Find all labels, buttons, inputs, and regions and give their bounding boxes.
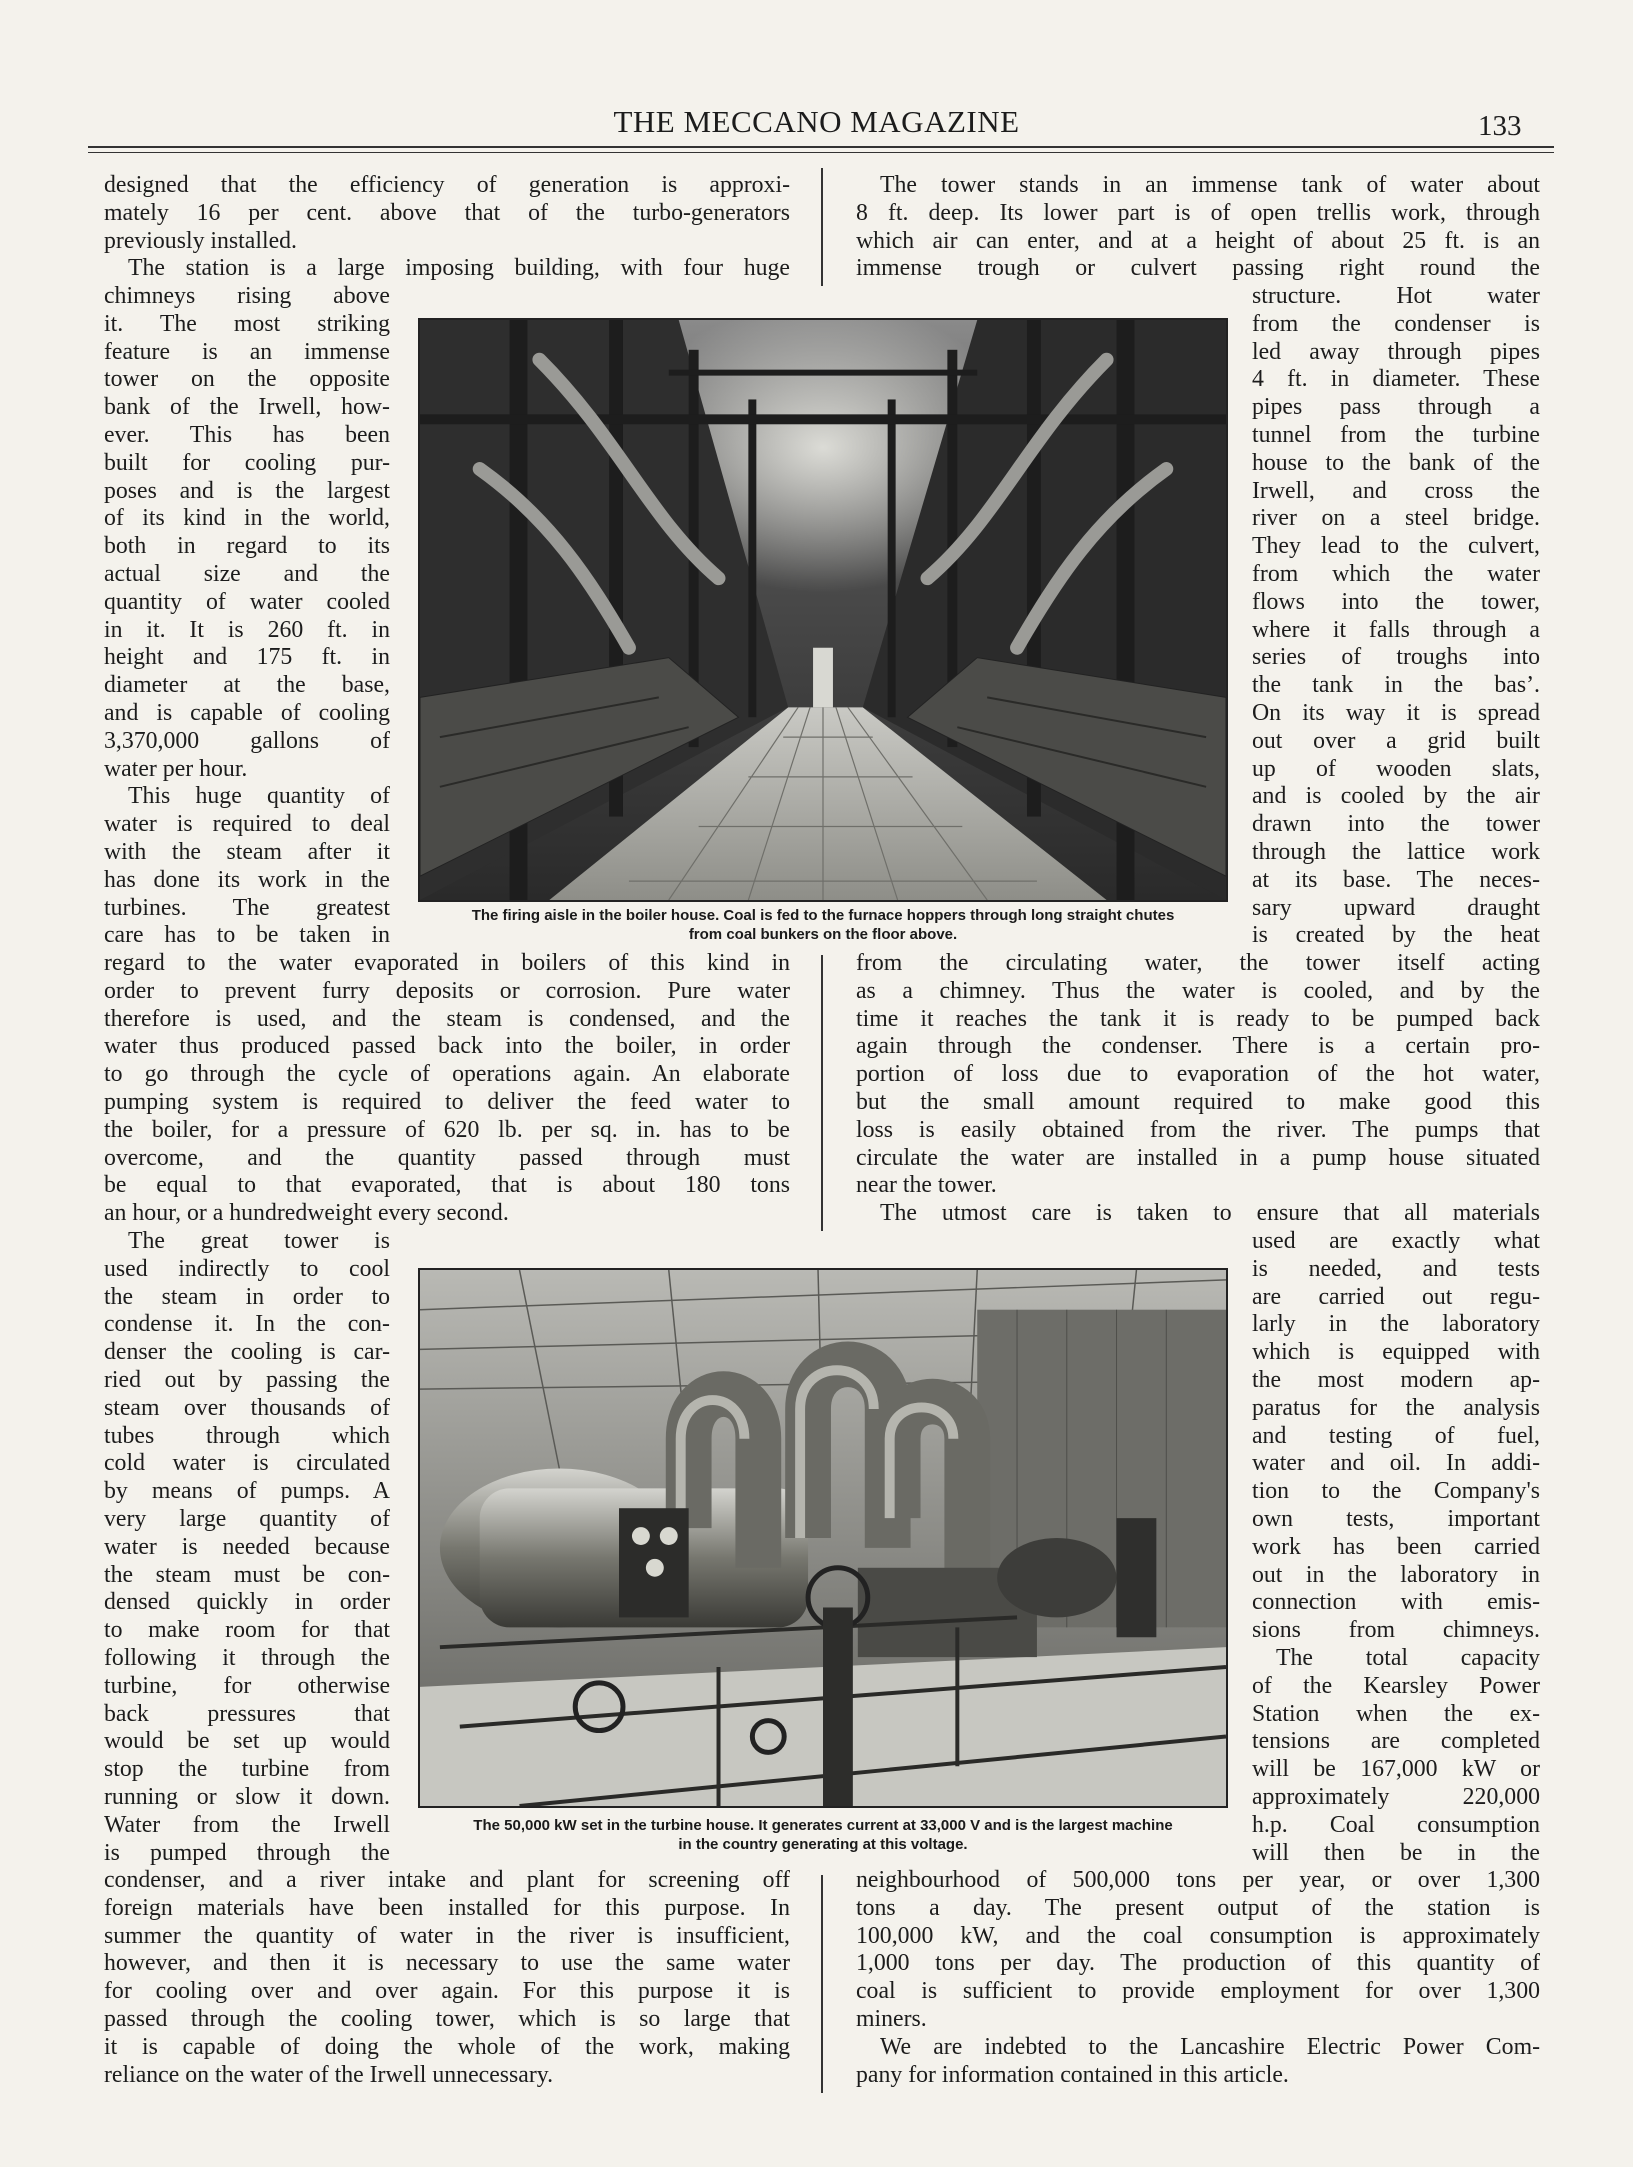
text-line: would be set up would bbox=[104, 1728, 390, 1755]
text-line: care has to be taken in bbox=[104, 922, 390, 949]
text-line: up of wooden slats, bbox=[1252, 755, 1540, 782]
left-top-text bbox=[104, 172, 790, 283]
text-line: water per hour. bbox=[104, 755, 248, 782]
text-line: passed through the cooling tower, which is so large that bbox=[104, 2005, 790, 2032]
text-line: The utmost care is taken to ensure that all materials bbox=[880, 1200, 1540, 1227]
text-line: out in the laboratory in bbox=[1252, 1561, 1540, 1588]
turbine-house-caption bbox=[400, 1816, 1246, 1854]
text-line: near the tower. bbox=[856, 1172, 997, 1199]
text-line: and is capable of cooling bbox=[104, 699, 390, 726]
text-line: poses and is the largest bbox=[104, 477, 390, 504]
text-line: condense it. In the con- bbox=[104, 1311, 390, 1338]
text-line: foreign materials have been installed for this purpose. In bbox=[104, 1894, 790, 1921]
text-line: 1,000 tons per day. The production of this quantity of bbox=[856, 1950, 1540, 1977]
text-line: however, and then it is necessary to use the same water bbox=[104, 1950, 790, 1977]
text-line: running or slow it down. bbox=[104, 1783, 390, 1810]
text-line: both in regard to its bbox=[104, 533, 390, 560]
text-line: immense trough or culvert passing right round the bbox=[856, 255, 1540, 282]
caption-line: in the country generating at this voltage. bbox=[678, 1836, 968, 1853]
text-line: chimneys rising above bbox=[104, 283, 390, 309]
text-line: connection with emis- bbox=[1252, 1589, 1540, 1616]
text-line: order to prevent furry deposits or corrosion. Pure water bbox=[104, 977, 790, 1004]
text-line: quantity of water cooled bbox=[104, 588, 390, 615]
text-line: regard to the water evaporated in boilers of this kind in bbox=[104, 950, 790, 976]
text-line: used indirectly to cool bbox=[104, 1255, 390, 1282]
text-line: denser the cooling is car- bbox=[104, 1339, 390, 1366]
text-line: own tests, important bbox=[1252, 1505, 1540, 1532]
text-line: 4 ft. in diameter. These bbox=[1252, 366, 1540, 393]
text-line: the boiler, for a pressure of 620 lb. per sq. in. has to be bbox=[104, 1116, 790, 1143]
text-line: turbines. The greatest bbox=[104, 894, 390, 921]
text-line: condenser, and a river intake and plant for screening off bbox=[104, 1867, 790, 1893]
text-line: densed quickly in order bbox=[104, 1589, 390, 1616]
text-line: from the condenser is bbox=[1252, 310, 1540, 337]
text-line: turbine, for otherwise bbox=[104, 1672, 390, 1699]
text-line: are carried out regu- bbox=[1252, 1283, 1540, 1310]
text-line: previously installed. bbox=[104, 227, 297, 254]
left-wrap-text-1 bbox=[104, 283, 390, 950]
text-line: On its way it is spread bbox=[1252, 699, 1540, 726]
text-line: The tower stands in an immense tank of water about bbox=[880, 172, 1540, 198]
text-line: river on a steel bridge. bbox=[1252, 505, 1540, 532]
caption-line: from coal bunkers on the floor above. bbox=[688, 926, 958, 943]
text-line: actual size and the bbox=[104, 560, 390, 587]
text-line: sions from chimneys. bbox=[1252, 1617, 1540, 1644]
text-line: work has been carried bbox=[1252, 1533, 1540, 1560]
text-line: the steam must be con- bbox=[104, 1561, 390, 1588]
text-line: We are indebted to the Lancashire Electric Power Com- bbox=[880, 2033, 1540, 2060]
column-divider-middle bbox=[821, 955, 823, 1231]
text-line: circulate the water are installed in a pump house situated bbox=[856, 1144, 1540, 1171]
text-line: They lead to the culvert, bbox=[1252, 533, 1540, 560]
text-line: it. The most striking bbox=[104, 310, 390, 337]
text-line: to make room for that bbox=[104, 1617, 390, 1644]
text-line: 3,370,000 gallons of bbox=[104, 727, 390, 754]
text-line: series of troughs into bbox=[1252, 644, 1540, 671]
text-line: h.p. Coal consumption bbox=[1252, 1811, 1540, 1838]
text-line: paratus for the analysis bbox=[1252, 1394, 1540, 1421]
text-line: tons a day. The present output of the station is bbox=[856, 1894, 1540, 1921]
text-line: will be 167,000 kW or bbox=[1252, 1756, 1540, 1783]
text-line: which air can enter, and at a height of about 25 ft. is an bbox=[856, 227, 1540, 254]
text-line: where it falls through a bbox=[1252, 616, 1540, 643]
text-line: from which the water bbox=[1252, 560, 1540, 587]
magazine-title: THE MECCANO MAGAZINE bbox=[613, 104, 1020, 139]
text-line: drawn into the tower bbox=[1252, 811, 1540, 838]
caption-line: The 50,000 kW set in the turbine house. It generates current at 33,000 V and is the largest machine bbox=[473, 1817, 1173, 1834]
text-line: tubes through which bbox=[104, 1422, 390, 1449]
text-line: is pumped through the bbox=[104, 1839, 390, 1866]
left-wrap-text-2 bbox=[104, 1228, 390, 1867]
text-line: it is capable of doing the whole of the work, making bbox=[104, 2033, 790, 2060]
caption-line: The firing aisle in the boiler house. Coal is fed to the furnace hoppers through long straight chutes bbox=[471, 907, 1175, 924]
text-line: the tank in the basʼ. bbox=[1252, 672, 1540, 699]
left-bottom-text bbox=[104, 1867, 790, 2089]
text-line: The station is a large imposing building, with four huge bbox=[128, 255, 790, 282]
text-line: stop the turbine from bbox=[104, 1756, 390, 1783]
text-line: of the Kearsley Power bbox=[1252, 1672, 1540, 1699]
text-line: larly in the laboratory bbox=[1252, 1311, 1540, 1338]
text-line: The total capacity bbox=[1276, 1644, 1540, 1671]
text-line: is created by the heat bbox=[1252, 922, 1540, 949]
column-divider-top bbox=[821, 168, 823, 286]
text-line: again through the condenser. There is a certain pro- bbox=[856, 1033, 1540, 1060]
text-line: reliance on the water of the Irwell unnecessary. bbox=[104, 2061, 554, 2088]
column-divider-bottom bbox=[821, 1875, 823, 2093]
text-line: has done its work in the bbox=[104, 866, 390, 893]
text-line: portion of loss due to evaporation of the hot water, bbox=[856, 1061, 1540, 1088]
text-line: approximately 220,000 bbox=[1252, 1783, 1540, 1810]
text-line: led away through pipes bbox=[1252, 338, 1540, 365]
boiler-house-caption bbox=[400, 906, 1246, 944]
text-line: pumping system is required to deliver the feed water to bbox=[104, 1088, 790, 1115]
text-line: very large quantity of bbox=[104, 1505, 390, 1532]
text-line: Irwell, and cross the bbox=[1252, 477, 1540, 504]
text-line: following it through the bbox=[104, 1644, 390, 1671]
text-line: built for cooling pur- bbox=[104, 449, 390, 476]
text-line: 8 ft. deep. Its lower part is of open trellis work, through bbox=[856, 199, 1540, 226]
text-line: used are exactly what bbox=[1252, 1228, 1540, 1254]
text-line: The great tower is bbox=[128, 1228, 390, 1254]
text-line: as a chimney. Thus the water is cooled, and by the bbox=[856, 977, 1540, 1004]
text-line: sary upward draught bbox=[1252, 894, 1540, 921]
text-line: water is required to deal bbox=[104, 811, 390, 838]
text-line: 100,000 kW, and the coal consumption is approximately bbox=[856, 1922, 1540, 1949]
right-wrap-text-2 bbox=[1252, 1228, 1540, 1867]
text-line: the most modern ap- bbox=[1252, 1366, 1540, 1393]
text-line: an hour, or a hundredweight every second. bbox=[104, 1200, 509, 1227]
text-line: loss is easily obtained from the river. The pumps that bbox=[856, 1116, 1540, 1143]
text-line: diameter at the base, bbox=[104, 672, 390, 699]
text-line: pany for information contained in this article. bbox=[856, 2061, 1289, 2088]
text-line: tunnel from the turbine bbox=[1252, 421, 1540, 448]
text-line: back pressures that bbox=[104, 1700, 390, 1727]
right-wrap-text-1 bbox=[1252, 283, 1540, 950]
text-line: coal is sufficient to provide employment for over 1,300 bbox=[856, 1978, 1540, 2005]
text-line: house to the bank of the bbox=[1252, 449, 1540, 476]
text-line: tion to the Company's bbox=[1252, 1478, 1540, 1505]
text-line: of its kind in the world, bbox=[104, 505, 390, 532]
text-line: flows into the tower, bbox=[1252, 588, 1540, 615]
text-line: water thus produced passed back into the boiler, in order bbox=[104, 1033, 790, 1060]
text-line: tower on the opposite bbox=[104, 366, 390, 393]
text-line: ever. This has been bbox=[104, 421, 390, 448]
text-line: structure. Hot water bbox=[1252, 283, 1540, 309]
text-line: time it reaches the tank it is ready to be pumped back bbox=[856, 1005, 1540, 1032]
text-line: miners. bbox=[856, 2005, 927, 2032]
text-line: at its base. The neces- bbox=[1252, 866, 1540, 893]
header-rule-thin bbox=[88, 152, 1554, 153]
text-line: bank of the Irwell, how- bbox=[104, 394, 390, 421]
turbine-house-image bbox=[420, 1270, 1226, 1806]
text-line: therefore is used, and the steam is condensed, and the bbox=[104, 1005, 790, 1032]
text-line: designed that the efficiency of generation is approxi- bbox=[104, 172, 790, 198]
text-line: but the small amount required to make good this bbox=[856, 1088, 1540, 1115]
header-rule bbox=[88, 146, 1554, 148]
text-line: tensions are completed bbox=[1252, 1728, 1540, 1755]
text-line: feature is an immense bbox=[104, 338, 390, 365]
turbine-house-photo bbox=[418, 1268, 1228, 1808]
text-line: mately 16 per cent. above that of the turbo-generators bbox=[104, 199, 790, 226]
text-line: is needed, and tests bbox=[1252, 1255, 1540, 1282]
text-line: height and 175 ft. in bbox=[104, 644, 390, 671]
text-line: overcome, and the quantity passed through must bbox=[104, 1144, 790, 1171]
text-line: the steam in order to bbox=[104, 1283, 390, 1310]
text-line: in it. It is 260 ft. in bbox=[104, 616, 390, 643]
text-line: out over a grid built bbox=[1252, 727, 1540, 754]
text-line: and is cooled by the air bbox=[1252, 783, 1540, 810]
text-line: Water from the Irwell bbox=[104, 1811, 390, 1838]
text-line: to go through the cycle of operations again. An elaborate bbox=[104, 1061, 790, 1088]
text-line: will then be in the bbox=[1252, 1839, 1540, 1866]
text-line: be equal to that evaporated, that is about 180 tons bbox=[104, 1172, 790, 1199]
text-line: water and oil. In addi- bbox=[1252, 1450, 1540, 1477]
text-line: Station when the ex- bbox=[1252, 1700, 1540, 1727]
text-line: water is needed because bbox=[104, 1533, 390, 1560]
text-line: This huge quantity of bbox=[128, 783, 390, 810]
text-line: through the lattice work bbox=[1252, 838, 1540, 865]
right-top-text bbox=[856, 172, 1540, 283]
boiler-house-photo bbox=[418, 318, 1228, 902]
text-line: pipes pass through a bbox=[1252, 394, 1540, 421]
text-line: from the circulating water, the tower itself acting bbox=[856, 950, 1540, 976]
text-line: and testing of fuel, bbox=[1252, 1422, 1540, 1449]
text-line: steam over thousands of bbox=[104, 1394, 390, 1421]
boiler-house-image bbox=[420, 320, 1226, 900]
text-line: with the steam after it bbox=[104, 838, 390, 865]
text-line: neighbourhood of 500,000 tons per year, or over 1,300 bbox=[856, 1867, 1540, 1893]
page-number: 133 bbox=[1478, 110, 1522, 142]
text-line: which is equipped with bbox=[1252, 1339, 1540, 1366]
text-line: summer the quantity of water in the river is insufficient, bbox=[104, 1922, 790, 1949]
text-line: ried out by passing the bbox=[104, 1366, 390, 1393]
text-line: for cooling over and over again. For this purpose it is bbox=[104, 1978, 790, 2005]
text-line: by means of pumps. A bbox=[104, 1478, 390, 1505]
text-line: cold water is circulated bbox=[104, 1450, 390, 1477]
right-bottom-text bbox=[856, 1867, 1540, 2089]
right-middle-text bbox=[856, 950, 1540, 1228]
left-middle-text bbox=[104, 950, 790, 1228]
